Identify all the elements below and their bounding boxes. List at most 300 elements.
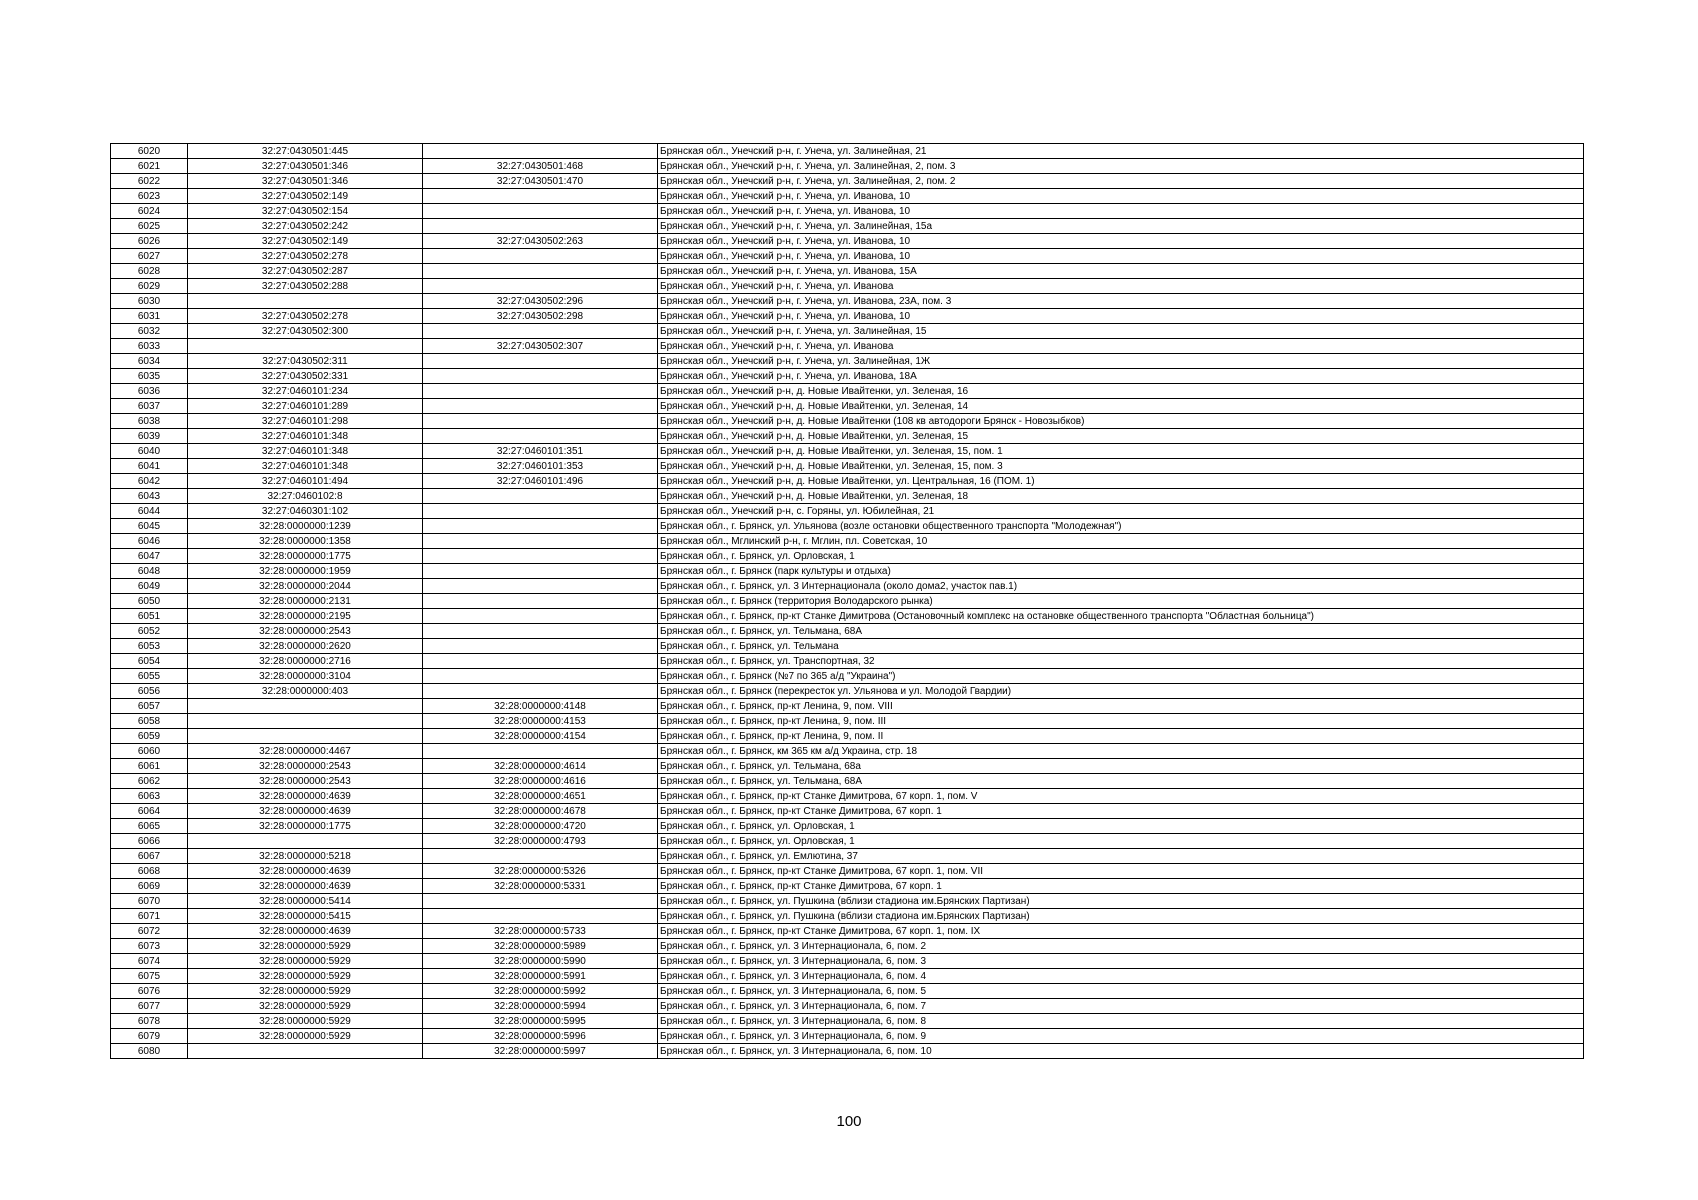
cadastral-number-cell: 32:27:0460101:348 <box>188 459 423 474</box>
related-cadastral-number-cell <box>423 354 658 369</box>
row-number-cell: 6031 <box>111 309 188 324</box>
row-number-cell: 6061 <box>111 759 188 774</box>
address-cell: Брянская обл., г. Брянск, пр-кт Станке Димитрова, 67 корп. 1, пом. V <box>658 789 1584 804</box>
row-number-cell: 6035 <box>111 369 188 384</box>
cadastral-number-cell <box>188 834 423 849</box>
row-number-cell: 6080 <box>111 1044 188 1059</box>
related-cadastral-number-cell <box>423 219 658 234</box>
cadastral-number-cell: 32:28:0000000:1775 <box>188 819 423 834</box>
cadastral-number-cell: 32:27:0430502:154 <box>188 204 423 219</box>
table-row <box>111 309 1584 324</box>
cadastral-number-cell: 32:27:0460301:102 <box>188 504 423 519</box>
table-row <box>111 759 1584 774</box>
row-number-cell: 6051 <box>111 609 188 624</box>
address-cell: Брянская обл., Унечский р-н, д. Новые Ивайтенки, ул. Зеленая, 15 <box>658 429 1584 444</box>
cadastral-number-cell <box>188 729 423 744</box>
cadastral-number-cell: 32:28:0000000:2543 <box>188 774 423 789</box>
cadastral-number-cell: 32:28:0000000:5218 <box>188 849 423 864</box>
related-cadastral-number-cell: 32:28:0000000:4153 <box>423 714 658 729</box>
table-row <box>111 834 1584 849</box>
related-cadastral-number-cell <box>423 534 658 549</box>
related-cadastral-number-cell: 32:27:0430501:468 <box>423 159 658 174</box>
table-row <box>111 714 1584 729</box>
related-cadastral-number-cell <box>423 669 658 684</box>
address-cell: Брянская обл., г. Брянск, ул. Орловская, 1 <box>658 834 1584 849</box>
table-row <box>111 579 1584 594</box>
related-cadastral-number-cell <box>423 849 658 864</box>
address-cell: Брянская обл., г. Брянск, ул. Тельмана, 68А <box>658 624 1584 639</box>
related-cadastral-number-cell <box>423 579 658 594</box>
table-row <box>111 189 1584 204</box>
table-row <box>111 729 1584 744</box>
table-row <box>111 639 1584 654</box>
address-cell: Брянская обл., г. Брянск, ул. 3 Интернационала, 6, пом. 4 <box>658 969 1584 984</box>
table-row <box>111 204 1584 219</box>
address-cell: Брянская обл., Унечский р-н, г. Унеча, ул. Иванова, 10 <box>658 204 1584 219</box>
cadastral-number-cell: 32:27:0460102:8 <box>188 489 423 504</box>
address-cell: Брянская обл., Унечский р-н, д. Новые Ивайтенки, ул. Зеленая, 18 <box>658 489 1584 504</box>
cadastral-number-cell: 32:28:0000000:1239 <box>188 519 423 534</box>
related-cadastral-number-cell <box>423 549 658 564</box>
address-cell: Брянская обл., г. Брянск, ул. 3 Интернационала, 6, пом. 5 <box>658 984 1584 999</box>
row-number-cell: 6075 <box>111 969 188 984</box>
address-cell: Брянская обл., г. Брянск (территория Володарского рынка) <box>658 594 1584 609</box>
address-cell: Брянская обл., г. Брянск (парк культуры и отдыха) <box>658 564 1584 579</box>
table-row <box>111 369 1584 384</box>
table-row <box>111 264 1584 279</box>
table-row <box>111 969 1584 984</box>
related-cadastral-number-cell <box>423 324 658 339</box>
row-number-cell: 6053 <box>111 639 188 654</box>
related-cadastral-number-cell <box>423 609 658 624</box>
related-cadastral-number-cell <box>423 684 658 699</box>
row-number-cell: 6079 <box>111 1029 188 1044</box>
address-cell: Брянская обл., г. Брянск, ул. Тельмана <box>658 639 1584 654</box>
row-number-cell: 6032 <box>111 324 188 339</box>
related-cadastral-number-cell: 32:28:0000000:5990 <box>423 954 658 969</box>
address-cell: Брянская обл., Унечский р-н, г. Унеча, ул. Залинейная, 21 <box>658 144 1584 159</box>
address-cell: Брянская обл., Унечский р-н, д. Новые Ивайтенки, ул. Зеленая, 15, пом. 1 <box>658 444 1584 459</box>
address-cell: Брянская обл., г. Брянск, ул. Транспортная, 32 <box>658 654 1584 669</box>
address-cell: Брянская обл., Унечский р-н, д. Новые Ивайтенки (108 кв автодороги Брянск - Новозыбков) <box>658 414 1584 429</box>
table-row <box>111 234 1584 249</box>
row-number-cell: 6067 <box>111 849 188 864</box>
row-number-cell: 6040 <box>111 444 188 459</box>
table-row <box>111 384 1584 399</box>
cadastral-number-cell: 32:27:0430501:346 <box>188 159 423 174</box>
row-number-cell: 6029 <box>111 279 188 294</box>
related-cadastral-number-cell <box>423 279 658 294</box>
table-row <box>111 684 1584 699</box>
row-number-cell: 6077 <box>111 999 188 1014</box>
table-row <box>111 939 1584 954</box>
related-cadastral-number-cell <box>423 489 658 504</box>
related-cadastral-number-cell <box>423 519 658 534</box>
row-number-cell: 6065 <box>111 819 188 834</box>
cadastral-number-cell: 32:27:0430502:242 <box>188 219 423 234</box>
row-number-cell: 6050 <box>111 594 188 609</box>
row-number-cell: 6064 <box>111 804 188 819</box>
address-cell: Брянская обл., г. Брянск, пр-кт Станке Димитрова, 67 корп. 1, пом. IX <box>658 924 1584 939</box>
row-number-cell: 6069 <box>111 879 188 894</box>
table-row <box>111 489 1584 504</box>
related-cadastral-number-cell <box>423 384 658 399</box>
row-number-cell: 6041 <box>111 459 188 474</box>
row-number-cell: 6020 <box>111 144 188 159</box>
address-cell: Брянская обл., Унечский р-н, г. Унеча, ул. Иванова, 18А <box>658 369 1584 384</box>
cadastral-number-cell <box>188 1044 423 1059</box>
address-cell: Брянская обл., г. Брянск, пр-кт Станке Димитрова, 67 корп. 1 <box>658 804 1584 819</box>
cadastral-number-cell: 32:28:0000000:5929 <box>188 984 423 999</box>
address-cell: Брянская обл., г. Брянск (№7 по 365 а/д "Украина") <box>658 669 1584 684</box>
table-row <box>111 519 1584 534</box>
cadastral-number-cell: 32:27:0430502:288 <box>188 279 423 294</box>
related-cadastral-number-cell: 32:28:0000000:5992 <box>423 984 658 999</box>
cadastral-number-cell <box>188 294 423 309</box>
table-row <box>111 864 1584 879</box>
table-row <box>111 354 1584 369</box>
related-cadastral-number-cell: 32:28:0000000:5994 <box>423 999 658 1014</box>
table-row <box>111 459 1584 474</box>
address-cell: Брянская обл., Унечский р-н, г. Унеча, ул. Залинейная, 2, пом. 2 <box>658 174 1584 189</box>
address-cell: Брянская обл., Унечский р-н, г. Унеча, ул. Залинейная, 2, пом. 3 <box>658 159 1584 174</box>
cadastral-number-cell: 32:27:0430502:300 <box>188 324 423 339</box>
related-cadastral-number-cell: 32:27:0430502:263 <box>423 234 658 249</box>
row-number-cell: 6078 <box>111 1014 188 1029</box>
table-row <box>111 819 1584 834</box>
cadastral-number-cell: 32:28:0000000:5414 <box>188 894 423 909</box>
row-number-cell: 6052 <box>111 624 188 639</box>
table-row <box>111 789 1584 804</box>
related-cadastral-number-cell <box>423 399 658 414</box>
table-row <box>111 444 1584 459</box>
cadastral-number-cell: 32:27:0430502:149 <box>188 234 423 249</box>
related-cadastral-number-cell: 32:28:0000000:4793 <box>423 834 658 849</box>
row-number-cell: 6028 <box>111 264 188 279</box>
address-cell: Брянская обл., г. Брянск, пр-кт Ленина, 9, пом. III <box>658 714 1584 729</box>
table-row <box>111 804 1584 819</box>
address-cell: Брянская обл., г. Брянск, ул. 3 Интернационала, 6, пом. 8 <box>658 1014 1584 1029</box>
related-cadastral-number-cell: 32:27:0460101:351 <box>423 444 658 459</box>
cadastral-number-cell: 32:28:0000000:4639 <box>188 879 423 894</box>
cadastral-number-cell: 32:28:0000000:4639 <box>188 864 423 879</box>
row-number-cell: 6071 <box>111 909 188 924</box>
address-cell: Брянская обл., г. Брянск, ул. 3 Интернационала (около дома2, участок пав.1) <box>658 579 1584 594</box>
row-number-cell: 6034 <box>111 354 188 369</box>
cadastral-number-cell: 32:28:0000000:403 <box>188 684 423 699</box>
cadastral-number-cell: 32:27:0460101:234 <box>188 384 423 399</box>
table-row <box>111 219 1584 234</box>
table-row <box>111 909 1584 924</box>
row-number-cell: 6066 <box>111 834 188 849</box>
related-cadastral-number-cell <box>423 504 658 519</box>
cadastral-number-cell <box>188 339 423 354</box>
related-cadastral-number-cell <box>423 909 658 924</box>
address-cell: Брянская обл., г. Брянск, ул. Пушкина (вблизи стадиона им.Брянских Партизан) <box>658 894 1584 909</box>
cadastral-number-cell: 32:28:0000000:2543 <box>188 624 423 639</box>
row-number-cell: 6025 <box>111 219 188 234</box>
address-cell: Брянская обл., Унечский р-н, г. Унеча, ул. Иванова, 23А, пом. 3 <box>658 294 1584 309</box>
cadastral-number-cell: 32:28:0000000:4639 <box>188 789 423 804</box>
related-cadastral-number-cell: 32:28:0000000:5326 <box>423 864 658 879</box>
table-row <box>111 504 1584 519</box>
address-cell: Брянская обл., г. Брянск, ул. 3 Интернационала, 6, пом. 9 <box>658 1029 1584 1044</box>
cadastral-number-cell: 32:28:0000000:2543 <box>188 759 423 774</box>
related-cadastral-number-cell: 32:28:0000000:5991 <box>423 969 658 984</box>
table-row <box>111 324 1584 339</box>
cadastral-number-cell: 32:27:0430502:311 <box>188 354 423 369</box>
address-cell: Брянская обл., г. Брянск, ул. Емлютина, 37 <box>658 849 1584 864</box>
address-cell: Брянская обл., г. Брянск, пр-кт Ленина, 9, пом. II <box>658 729 1584 744</box>
row-number-cell: 6027 <box>111 249 188 264</box>
row-number-cell: 6037 <box>111 399 188 414</box>
cadastral-number-cell: 32:27:0460101:289 <box>188 399 423 414</box>
related-cadastral-number-cell <box>423 654 658 669</box>
table-row <box>111 744 1584 759</box>
table-row <box>111 159 1584 174</box>
row-number-cell: 6036 <box>111 384 188 399</box>
table-row <box>111 429 1584 444</box>
cadastral-number-cell: 32:27:0460101:298 <box>188 414 423 429</box>
row-number-cell: 6063 <box>111 789 188 804</box>
table-row <box>111 564 1584 579</box>
cadastral-number-cell: 32:28:0000000:4467 <box>188 744 423 759</box>
row-number-cell: 6038 <box>111 414 188 429</box>
cadastral-number-cell: 32:28:0000000:1959 <box>188 564 423 579</box>
cadastral-number-cell <box>188 714 423 729</box>
table-row <box>111 1014 1584 1029</box>
address-cell: Брянская обл., г. Брянск, пр-кт Станке Димитрова (Остановочный комплекс на остановке общественного транспорта "Областная больница") <box>658 609 1584 624</box>
address-cell: Брянская обл., Унечский р-н, г. Унеча, ул. Залинейная, 15 <box>658 324 1584 339</box>
table-row <box>111 174 1584 189</box>
table-row <box>111 879 1584 894</box>
cadastral-number-cell: 32:28:0000000:5929 <box>188 939 423 954</box>
cadastral-number-cell: 32:28:0000000:5929 <box>188 999 423 1014</box>
cadastral-number-cell: 32:28:0000000:5929 <box>188 1029 423 1044</box>
cadastral-number-cell: 32:27:0430502:278 <box>188 249 423 264</box>
table-row <box>111 594 1584 609</box>
table-row <box>111 294 1584 309</box>
cadastral-number-cell: 32:28:0000000:2195 <box>188 609 423 624</box>
table-row <box>111 699 1584 714</box>
row-number-cell: 6030 <box>111 294 188 309</box>
table-row <box>111 654 1584 669</box>
cadastral-number-cell: 32:28:0000000:2131 <box>188 594 423 609</box>
row-number-cell: 6062 <box>111 774 188 789</box>
cadastral-number-cell: 32:27:0430501:445 <box>188 144 423 159</box>
cadastral-number-cell: 32:28:0000000:2044 <box>188 579 423 594</box>
cadastral-number-cell: 32:27:0430502:331 <box>188 369 423 384</box>
table-row <box>111 399 1584 414</box>
table-row <box>111 1029 1584 1044</box>
table-row <box>111 954 1584 969</box>
row-number-cell: 6049 <box>111 579 188 594</box>
page-number: 100 <box>836 1113 862 1130</box>
row-number-cell: 6059 <box>111 729 188 744</box>
registry-table-body <box>111 144 1584 1059</box>
address-cell: Брянская обл., г. Брянск, ул. Тельмана, 68А <box>658 774 1584 789</box>
address-cell: Брянская обл., г. Брянск, ул. Орловская, 1 <box>658 819 1584 834</box>
table-row <box>111 534 1584 549</box>
row-number-cell: 6073 <box>111 939 188 954</box>
address-cell: Брянская обл., Унечский р-н, д. Новые Ивайтенки, ул. Зеленая, 14 <box>658 399 1584 414</box>
cadastral-number-cell: 32:27:0430502:149 <box>188 189 423 204</box>
address-cell: Брянская обл., г. Брянск, ул. 3 Интернационала, 6, пом. 7 <box>658 999 1584 1014</box>
related-cadastral-number-cell <box>423 429 658 444</box>
cadastral-number-cell: 32:27:0430502:278 <box>188 309 423 324</box>
row-number-cell: 6046 <box>111 534 188 549</box>
address-cell: Брянская обл., Унечский р-н, г. Унеча, ул. Залинейная, 15а <box>658 219 1584 234</box>
related-cadastral-number-cell: 32:28:0000000:4616 <box>423 774 658 789</box>
row-number-cell: 6057 <box>111 699 188 714</box>
registry-table <box>110 143 1584 1059</box>
related-cadastral-number-cell: 32:28:0000000:4678 <box>423 804 658 819</box>
row-number-cell: 6076 <box>111 984 188 999</box>
address-cell: Брянская обл., Унечский р-н, г. Унеча, ул. Иванова, 10 <box>658 249 1584 264</box>
related-cadastral-number-cell: 32:27:0430502:296 <box>423 294 658 309</box>
address-cell: Брянская обл., г. Брянск, ул. 3 Интернационала, 6, пом. 10 <box>658 1044 1584 1059</box>
address-cell: Брянская обл., Мглинский р-н, г. Мглин, пл. Советская, 10 <box>658 534 1584 549</box>
cadastral-number-cell: 32:28:0000000:3104 <box>188 669 423 684</box>
row-number-cell: 6023 <box>111 189 188 204</box>
table-row <box>111 249 1584 264</box>
related-cadastral-number-cell <box>423 249 658 264</box>
row-number-cell: 6072 <box>111 924 188 939</box>
cadastral-number-cell: 32:28:0000000:5929 <box>188 1014 423 1029</box>
table-row <box>111 774 1584 789</box>
cadastral-number-cell: 32:28:0000000:4639 <box>188 924 423 939</box>
row-number-cell: 6048 <box>111 564 188 579</box>
related-cadastral-number-cell <box>423 144 658 159</box>
address-cell: Брянская обл., Унечский р-н, д. Новые Ивайтенки, ул. Зеленая, 15, пом. 3 <box>658 459 1584 474</box>
address-cell: Брянская обл., Унечский р-н, г. Унеча, ул. Залинейная, 1Ж <box>658 354 1584 369</box>
related-cadastral-number-cell: 32:27:0460101:353 <box>423 459 658 474</box>
table-row <box>111 279 1584 294</box>
cadastral-number-cell: 32:28:0000000:2620 <box>188 639 423 654</box>
row-number-cell: 6024 <box>111 204 188 219</box>
row-number-cell: 6021 <box>111 159 188 174</box>
row-number-cell: 6060 <box>111 744 188 759</box>
related-cadastral-number-cell <box>423 264 658 279</box>
address-cell: Брянская обл., г. Брянск, пр-кт Ленина, 9, пом. VIII <box>658 699 1584 714</box>
cadastral-number-cell: 32:28:0000000:5415 <box>188 909 423 924</box>
cadastral-number-cell: 32:27:0460101:348 <box>188 444 423 459</box>
related-cadastral-number-cell: 32:28:0000000:5733 <box>423 924 658 939</box>
related-cadastral-number-cell: 32:28:0000000:4148 <box>423 699 658 714</box>
address-cell: Брянская обл., г. Брянск, ул. Орловская, 1 <box>658 549 1584 564</box>
row-number-cell: 6068 <box>111 864 188 879</box>
related-cadastral-number-cell <box>423 624 658 639</box>
row-number-cell: 6026 <box>111 234 188 249</box>
related-cadastral-number-cell <box>423 564 658 579</box>
address-cell: Брянская обл., г. Брянск, ул. Пушкина (вблизи стадиона им.Брянских Партизан) <box>658 909 1584 924</box>
row-number-cell: 6054 <box>111 654 188 669</box>
related-cadastral-number-cell <box>423 894 658 909</box>
related-cadastral-number-cell <box>423 594 658 609</box>
cadastral-number-cell: 32:28:0000000:1358 <box>188 534 423 549</box>
related-cadastral-number-cell: 32:28:0000000:4720 <box>423 819 658 834</box>
table-row <box>111 609 1584 624</box>
address-cell: Брянская обл., г. Брянск, пр-кт Станке Димитрова, 67 корп. 1, пом. VII <box>658 864 1584 879</box>
related-cadastral-number-cell <box>423 189 658 204</box>
row-number-cell: 6044 <box>111 504 188 519</box>
cadastral-number-cell: 32:27:0430502:287 <box>188 264 423 279</box>
address-cell: Брянская обл., Унечский р-н, д. Новые Ивайтенки, ул. Центральная, 16 (ПОМ. 1) <box>658 474 1584 489</box>
table-row <box>111 414 1584 429</box>
row-number-cell: 6043 <box>111 489 188 504</box>
row-number-cell: 6055 <box>111 669 188 684</box>
table-row <box>111 999 1584 1014</box>
cadastral-number-cell: 32:27:0460101:494 <box>188 474 423 489</box>
table-row <box>111 669 1584 684</box>
related-cadastral-number-cell <box>423 639 658 654</box>
related-cadastral-number-cell <box>423 414 658 429</box>
related-cadastral-number-cell: 32:28:0000000:5997 <box>423 1044 658 1059</box>
row-number-cell: 6042 <box>111 474 188 489</box>
address-cell: Брянская обл., Унечский р-н, г. Унеча, ул. Иванова, 10 <box>658 189 1584 204</box>
table-row <box>111 924 1584 939</box>
cadastral-number-cell: 32:27:0430501:346 <box>188 174 423 189</box>
address-cell: Брянская обл., г. Брянск, ул. Ульянова (возле остановки общественного транспорта "Молодежная") <box>658 519 1584 534</box>
cadastral-number-cell <box>188 699 423 714</box>
related-cadastral-number-cell: 32:28:0000000:4614 <box>423 759 658 774</box>
address-cell: Брянская обл., г. Брянск, ул. 3 Интернационала, 6, пом. 2 <box>658 939 1584 954</box>
cadastral-number-cell: 32:28:0000000:2716 <box>188 654 423 669</box>
row-number-cell: 6045 <box>111 519 188 534</box>
related-cadastral-number-cell: 32:28:0000000:4154 <box>423 729 658 744</box>
related-cadastral-number-cell: 32:28:0000000:4651 <box>423 789 658 804</box>
row-number-cell: 6070 <box>111 894 188 909</box>
related-cadastral-number-cell: 32:27:0460101:496 <box>423 474 658 489</box>
address-cell: Брянская обл., Унечский р-н, г. Унеча, ул. Иванова <box>658 279 1584 294</box>
related-cadastral-number-cell: 32:28:0000000:5331 <box>423 879 658 894</box>
address-cell: Брянская обл., Унечский р-н, г. Унеча, ул. Иванова <box>658 339 1584 354</box>
row-number-cell: 6058 <box>111 714 188 729</box>
table-row <box>111 624 1584 639</box>
table-row <box>111 894 1584 909</box>
related-cadastral-number-cell: 32:27:0430502:298 <box>423 309 658 324</box>
table-row <box>111 549 1584 564</box>
row-number-cell: 6047 <box>111 549 188 564</box>
related-cadastral-number-cell <box>423 204 658 219</box>
address-cell: Брянская обл., Унечский р-н, г. Унеча, ул. Иванова, 15А <box>658 264 1584 279</box>
row-number-cell: 6039 <box>111 429 188 444</box>
related-cadastral-number-cell: 32:28:0000000:5996 <box>423 1029 658 1044</box>
address-cell: Брянская обл., г. Брянск, км 365 км а/д Украина, стр. 18 <box>658 744 1584 759</box>
related-cadastral-number-cell: 32:28:0000000:5995 <box>423 1014 658 1029</box>
related-cadastral-number-cell: 32:28:0000000:5989 <box>423 939 658 954</box>
row-number-cell: 6022 <box>111 174 188 189</box>
address-cell: Брянская обл., Унечский р-н, с. Горяны, ул. Юбилейная, 21 <box>658 504 1584 519</box>
address-cell: Брянская обл., г. Брянск, ул. 3 Интернационала, 6, пом. 3 <box>658 954 1584 969</box>
row-number-cell: 6074 <box>111 954 188 969</box>
cadastral-number-cell: 32:28:0000000:1775 <box>188 549 423 564</box>
table-row <box>111 849 1584 864</box>
table-row <box>111 1044 1584 1059</box>
row-number-cell: 6056 <box>111 684 188 699</box>
address-cell: Брянская обл., г. Брянск, пр-кт Станке Димитрова, 67 корп. 1 <box>658 879 1584 894</box>
row-number-cell: 6033 <box>111 339 188 354</box>
cadastral-number-cell: 32:27:0460101:348 <box>188 429 423 444</box>
table-row <box>111 984 1584 999</box>
related-cadastral-number-cell: 32:27:0430501:470 <box>423 174 658 189</box>
table-row <box>111 339 1584 354</box>
related-cadastral-number-cell: 32:27:0430502:307 <box>423 339 658 354</box>
address-cell: Брянская обл., г. Брянск, ул. Тельмана, 68а <box>658 759 1584 774</box>
table-row <box>111 144 1584 159</box>
related-cadastral-number-cell <box>423 369 658 384</box>
cadastral-number-cell: 32:28:0000000:5929 <box>188 969 423 984</box>
